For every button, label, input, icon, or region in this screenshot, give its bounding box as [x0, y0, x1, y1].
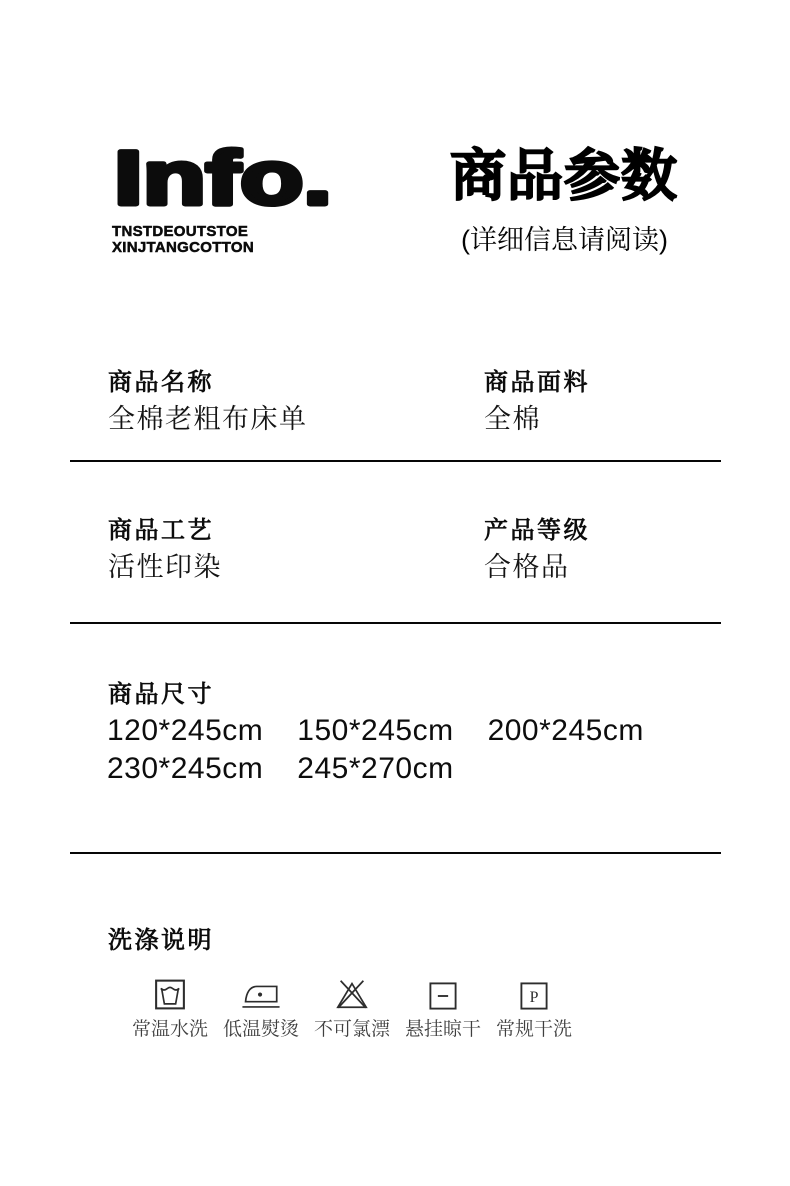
spec-value: 合格品 — [484, 552, 570, 582]
dry-clean-p-icon — [520, 974, 548, 1010]
divider — [70, 460, 721, 462]
no-bleach-icon — [334, 974, 370, 1010]
divider — [70, 622, 721, 624]
spec-grade — [484, 516, 590, 583]
spec-label: 商品面料 — [484, 369, 590, 396]
size-item: 245*270cm — [297, 752, 454, 785]
spec-fabric — [484, 368, 590, 435]
care-item-no-bleach — [313, 974, 391, 1041]
dry-clean-letter: P — [529, 989, 539, 1007]
iron-icon — [241, 974, 281, 1010]
page-title: 商品参数 — [450, 144, 678, 207]
spec-value: 活性印染 — [108, 552, 222, 582]
size-section-label: 商品尺寸 — [108, 681, 214, 708]
care-item-dry-clean — [495, 974, 573, 1041]
spec-craft — [108, 516, 222, 583]
care-caption: 不可氯漂 — [313, 1019, 390, 1040]
hang-dry-icon — [429, 974, 457, 1010]
spec-label: 商品名称 — [108, 369, 214, 396]
washing-section-label: 洗涤说明 — [108, 927, 214, 954]
care-caption: 常规干洗 — [495, 1019, 572, 1040]
care-caption: 常温水洗 — [131, 1019, 208, 1040]
care-caption: 低温熨烫 — [222, 1019, 299, 1040]
wash-tub-icon — [155, 974, 185, 1010]
spec-value: 全棉 — [484, 404, 541, 434]
size-line-1 — [107, 712, 644, 750]
page-subtitle: (详细信息请阅读) — [461, 225, 668, 255]
spec-product-name — [108, 368, 308, 435]
spec-value: 全棉老粗布床单 — [108, 404, 308, 434]
care-item-hang-dry — [404, 974, 482, 1041]
info-logo — [112, 136, 344, 218]
size-item: 200*245cm — [487, 714, 644, 747]
size-item: 120*245cm — [107, 714, 264, 747]
care-item-iron — [222, 974, 300, 1041]
spec-label: 产品等级 — [484, 517, 590, 544]
logo-subtext-line2: XINJTANGCOTTON — [112, 238, 254, 256]
info-logo-text: Info. — [114, 136, 332, 218]
care-symbols-row — [131, 974, 573, 1041]
size-line-2 — [107, 750, 644, 788]
size-item: 150*245cm — [297, 714, 454, 747]
spec-label: 商品工艺 — [108, 517, 214, 544]
logo-subtext-line1: TNSTDEOUTSTOE — [112, 223, 249, 240]
size-item: 230*245cm — [107, 752, 264, 785]
divider — [70, 852, 721, 854]
size-list — [107, 712, 644, 788]
care-item-wash — [131, 974, 209, 1041]
care-caption: 悬挂晾干 — [404, 1019, 481, 1040]
logo-subtext — [112, 224, 254, 255]
